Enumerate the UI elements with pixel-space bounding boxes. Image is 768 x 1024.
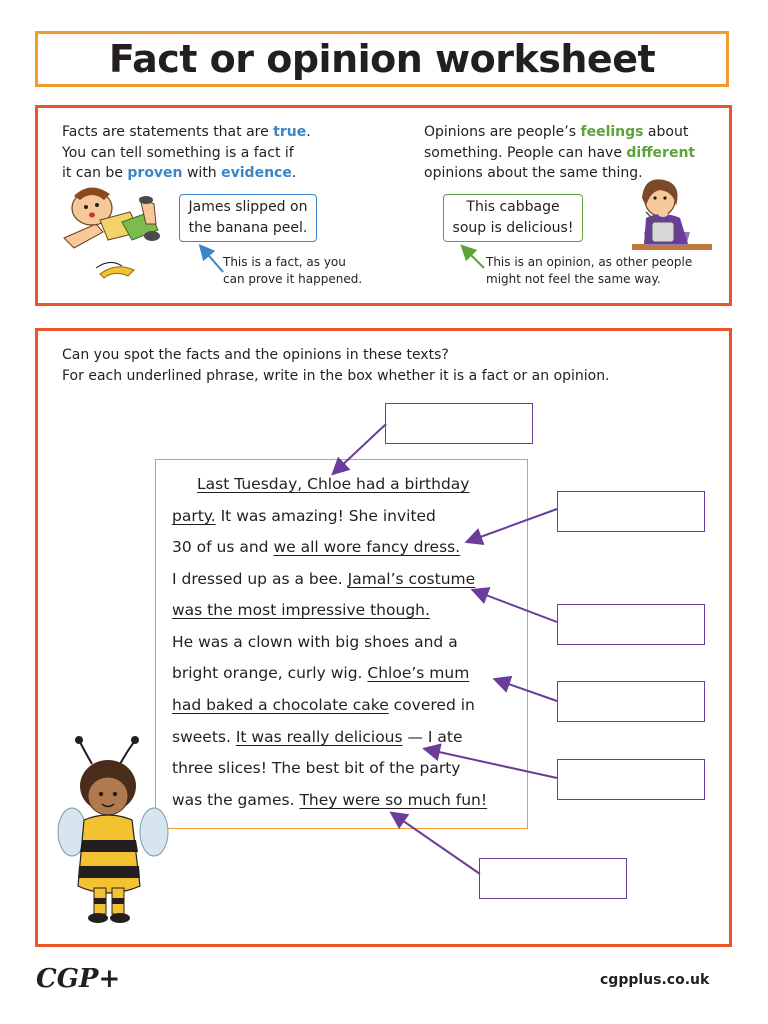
- arrow-to-phrase-2: [472, 509, 557, 540]
- facts-text: Facts are statements that are: [62, 124, 274, 140]
- story-line-3: 30 of us and we all wore fancy dress.: [172, 538, 461, 556]
- underlined-phrase-6: They were so much fun!: [299, 791, 488, 809]
- arrow-to-phrase-4: [500, 681, 557, 701]
- story-line-8: had baked a chocolate cake covered in: [172, 696, 475, 714]
- page-title: Fact or opinion worksheet: [108, 37, 656, 81]
- fact-example-box: James slipped on the banana peel.: [179, 194, 317, 242]
- story-line-10: three slices! The best bit of the party: [172, 759, 461, 777]
- opinion-example-box: This cabbage soup is delicious!: [443, 194, 583, 242]
- story-line-7: bright orange, curly wig. Chloe’s mum: [172, 664, 470, 682]
- underlined-phrase-2: we all wore fancy dress.: [273, 538, 461, 556]
- keyword-different: different: [626, 144, 696, 161]
- story-line-4: I dressed up as a bee. Jamal’s costume: [172, 570, 476, 588]
- story-line-9: sweets. It was really delicious — I ate: [172, 728, 463, 746]
- footer-url[interactable]: cgpplus.co.uk: [600, 972, 710, 988]
- underlined-phrase-4: Chloe’s mum: [367, 664, 470, 682]
- keyword-proven: proven: [127, 165, 183, 181]
- instructions-line-2: For each underlined phrase, write in the box whether it is a fact or an opinion.: [62, 368, 610, 384]
- facts-text-line2: You can tell something is a fact if: [62, 144, 294, 161]
- underlined-phrase-3: Jamal’s costume: [347, 570, 476, 588]
- underlined-phrase-1: Last Tuesday, Chloe had a birthday: [197, 475, 470, 493]
- keyword-true: true: [273, 124, 307, 140]
- keyword-feelings: feelings: [580, 124, 644, 140]
- underlined-phrase-5: It was really delicious: [235, 728, 403, 746]
- arrow-to-phrase-6: [396, 816, 480, 874]
- cgp-logo: CGP+: [36, 964, 121, 994]
- fact-example-note: This is a fact, as you can prove it happened.: [223, 255, 363, 286]
- keyword-evidence: evidence: [221, 165, 292, 181]
- story-line-2: party. It was amazing! She invited: [172, 507, 436, 525]
- facts-definition: Facts are statements that are true. You can tell something is a fact if it can be proven with evidence.: [62, 122, 392, 184]
- opinion-example-note: This is an opinion, as other people might not feel the same way.: [486, 255, 693, 286]
- bee-costume-girl-illustration: [58, 736, 168, 923]
- story-line-6: He was a clown with big shoes and a: [172, 633, 458, 651]
- story-line-5: was the most impressive though.: [172, 601, 430, 619]
- opinions-definition: Opinions are people’s feelings about something. People can have different opinions about the same thing.: [424, 124, 696, 181]
- arrow-to-phrase-5: [430, 750, 557, 778]
- arrow-to-phrase-3: [478, 592, 557, 622]
- story-line-11: was the games. They were so much fun!: [172, 791, 488, 809]
- arrow-to-phrase-1: [337, 424, 386, 470]
- instructions-line-1: Can you spot the facts and the opinions in these texts?: [62, 347, 449, 363]
